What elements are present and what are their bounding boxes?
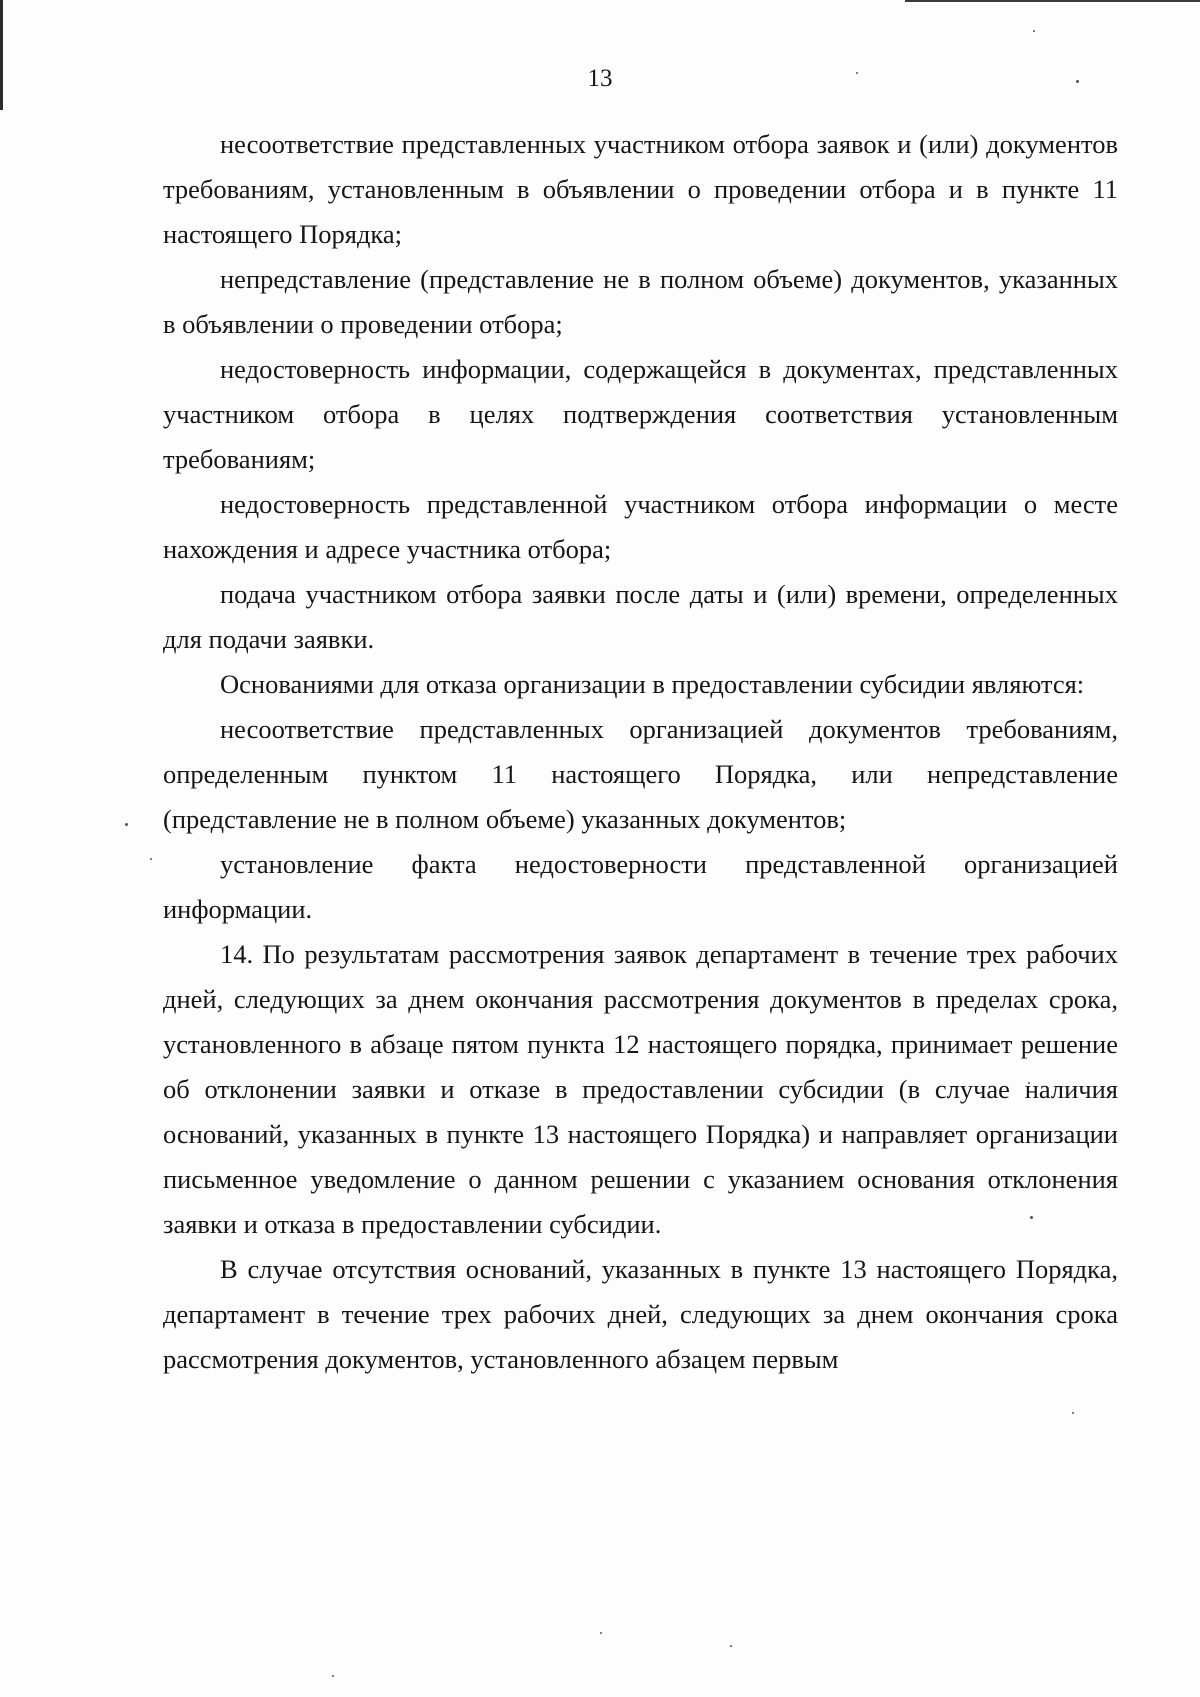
page-number: 13 bbox=[587, 65, 613, 92]
paragraph-mismatch-requirements: несоответствие представленных участником отбора заявок и (или) документов требованиям, установленным в объявлении о проведении отбора и в пункте 11 настоящего Порядка; bbox=[163, 129, 1118, 249]
paragraph-unreliable-address: недостоверность представленной участником отбора информации о месте нахождения и адресе участника отбора; bbox=[163, 489, 1118, 564]
paragraph-clause-14: 14. По результатам рассмотрения заявок департамент в течение трех рабочих дней, следующих за днем окончания рассмотрения документов в пределах срока, установленного в абзаце пятом пункта 12 настоящего порядка, принимает решение об отклонении заявки и отказе в предоставлении субсидии (в случае наличия оснований, указанных в пункте 13 настоящего Порядка) и направляет организации письменное уведомление о данном решении с указанием основания отклонения заявки и отказа в предоставлении субсидии. bbox=[163, 939, 1118, 1239]
scan-speck bbox=[1072, 1412, 1074, 1414]
paragraph-non-submission: непредставление (представление не в полном объеме) документов, указанных в объявлении о проведении отбора; bbox=[163, 264, 1118, 339]
document-body bbox=[163, 122, 1118, 1382]
paragraph-refusal-grounds: Основаниями для отказа организации в предоставлении субсидии являются: bbox=[220, 669, 1085, 699]
paragraph-no-grounds: В случае отсутствия оснований, указанных в пункте 13 настоящего Порядка, департамент в течение трех рабочих дней, следующих за днем окончания срока рассмотрения документов, установленного абзацем первым bbox=[163, 1254, 1118, 1374]
paragraph-unreliable-information: недостоверность информации, содержащейся в документах, представленных участником отбора в целях подтверждения соответствия установленным требованиям; bbox=[163, 354, 1118, 474]
scan-speck bbox=[600, 1632, 602, 1634]
scan-speck bbox=[730, 1645, 732, 1647]
scan-speck bbox=[332, 1675, 334, 1677]
paragraph-false-information: установление факта недостоверности представленной организацией информации. bbox=[163, 849, 1118, 924]
scan-speck bbox=[150, 858, 152, 860]
scan-speck bbox=[1033, 30, 1035, 32]
paragraph-documents-mismatch: несоответствие представленных организацией документов требованиям, определенным пунктом 11 настоящего Порядка, или непредставление (представление не в полном объеме) указанных документов; bbox=[163, 714, 1118, 834]
scan-edge-top bbox=[905, 0, 1200, 2]
scan-speck bbox=[125, 823, 128, 826]
paragraph-late-submission: подача участником отбора заявки после даты и (или) времени, определенных для подачи заявки. bbox=[163, 579, 1118, 654]
